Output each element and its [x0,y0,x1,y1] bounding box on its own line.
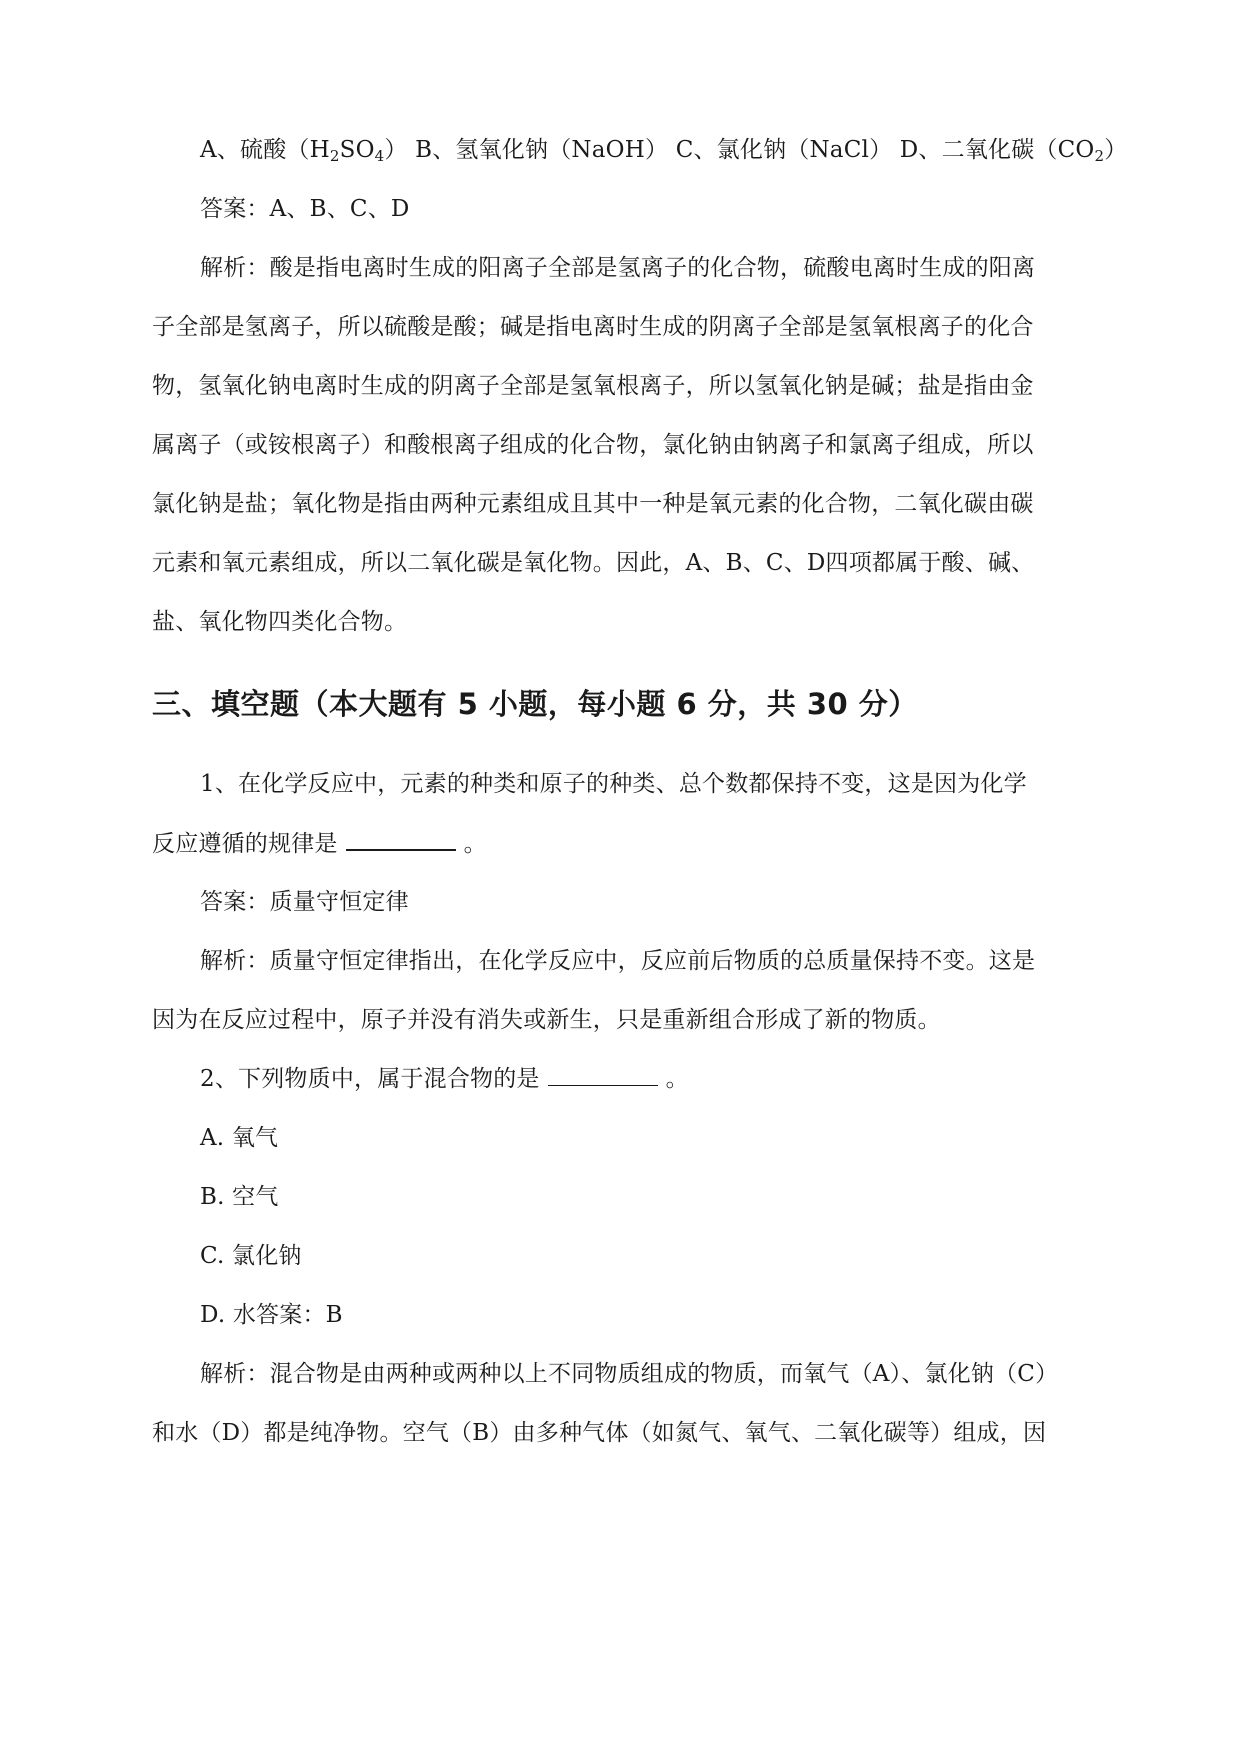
analysis-prev-line: 氯化钠是盐；氧化物是指由两种元素组成且其中一种是氧元素的化合物，二氧化碳由碳 [152,491,1034,517]
q2-analysis-line: 和水（D）都是纯净物。空气（B）由多种气体（如氮气、氧气、二氧化碳等）组成，因 [152,1420,1047,1446]
q1-analysis-line: 解析：质量守恒定律指出，在化学反应中，反应前后物质的总质量保持不变。这是 [200,948,1036,974]
option-d: D、二氧化碳$(CO_2)$ [899,137,1128,165]
q2-option-d: D. 水答案：B [200,1302,343,1328]
analysis-prev-line: 盐、氧化物四类化合物。 [152,609,408,635]
analysis-prev-line: 元素和氧元素组成，所以二氧化碳是氧化物。因此，A、B、C、D四项都属于酸、碱、 [152,550,1035,576]
q1-analysis-line: 因为在反应过程中，原子并没有消失或新生，只是重新组合形成了新的物质。 [152,1007,941,1033]
q1-answer: 答案：质量守恒定律 [200,889,409,915]
option-a: A、硫酸$(H_2SO_4)$ [200,137,408,165]
analysis-prev-line: 属离子（或铵根离子）和酸根离子组成的化合物，氯化钠由钠离子和氯离子组成，所以 [152,432,1034,458]
q2-option-c: C. 氯化钠 [200,1243,302,1269]
analysis-prev-line: 解析：酸是指电离时生成的阳离子全部是氢离子的化合物，硫酸电离时生成的阳离 [200,255,1036,281]
analysis-prev-line: 物，氢氧化钠电离时生成的阴离子全部是氢氧根离子，所以氢氧化钠是碱；盐是指由金 [152,373,1034,399]
analysis-prev-line: 子全部是氢离子，所以硫酸是酸；碱是指电离时生成的阴离子全部是氢氧根离子的化合 [152,314,1034,340]
options-line [200,134,1128,166]
q1-stem-line2: 反应遵循的规律是 。 [152,827,1092,860]
option-c: C、氯化钠（NaCl） [675,137,893,163]
section-heading: 三、填空题（本大题有 5 小题，每小题 6 分，共 30 分） [152,687,918,721]
q2-option-b: B. 空气 [200,1184,279,1210]
q2-analysis-line: 解析：混合物是由两种或两种以上不同物质组成的物质，而氧气（A）、氯化钠（C） [200,1361,1059,1387]
q1-stem-line1: 1、在化学反应中，元素的种类和原子的种类、总个数都保持不变，这是因为化学 [200,771,1027,797]
answer-prev: 答案：A、B、C、D [200,196,410,222]
option-b: B、氢氧化钠（NaOH） [415,137,669,163]
q1-answer-blank[interactable] [346,827,456,851]
q2-answer-blank[interactable] [548,1063,658,1086]
q2-option-a: A. 氧气 [200,1125,279,1151]
q2-stem: 2、下列物质中，属于混合物的是 。 [200,1063,1092,1095]
